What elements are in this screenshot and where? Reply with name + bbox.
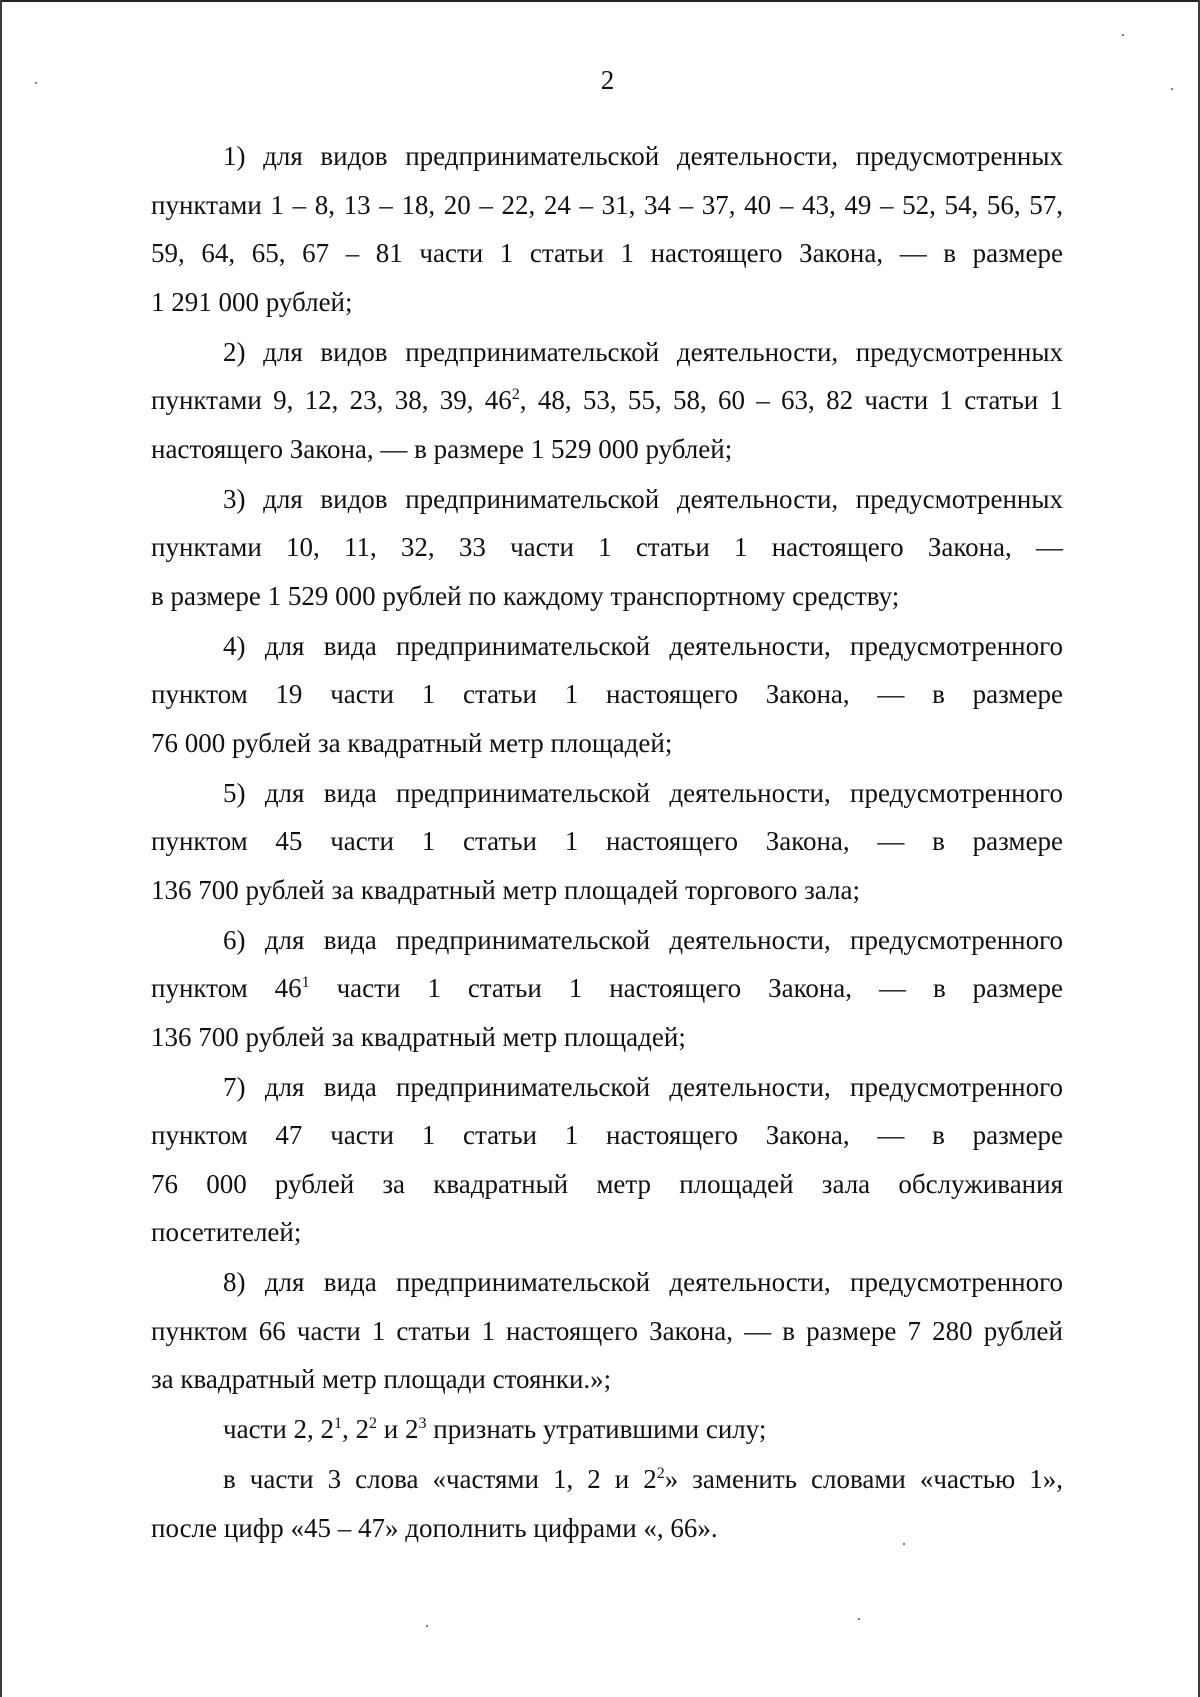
text-segment: и 2: [377, 1414, 419, 1444]
text-segment: части 2, 2: [223, 1414, 335, 1444]
list-item-3: [151, 475, 1063, 621]
text-line: посетителей;: [151, 1217, 302, 1247]
text-segment: в части 3 слова «частями 1, 2 и 2: [223, 1464, 657, 1494]
text-line: в размере 1 529 000 рублей по каждому транспортному средству;: [151, 580, 900, 611]
text-line: настоящего Закона, — в размере 1 529 000 рублей;: [151, 433, 733, 464]
amendment-part-3: [151, 1455, 1063, 1552]
text-line: 3) для видов предпринимательской деятельности, предусмотренных: [223, 483, 1063, 514]
text-segment: , 48, 53, 55, 58, 60 – 63, 82 части 1 статьи 1: [519, 385, 1064, 415]
text-segment: пунктом 46: [151, 973, 302, 1003]
list-item-4: [151, 622, 1063, 768]
text-line: после цифр «45 – 47» дополнить цифрами «, 66».: [151, 1512, 718, 1543]
text-line: [151, 1455, 1063, 1504]
text-line: 4) для вида предпринимательской деятельности, предусмотренного: [223, 630, 1063, 661]
text-line: пунктом 47 части 1 статьи 1 настоящего Закона, — в размере: [151, 1120, 1063, 1150]
scan-speck: [858, 1618, 860, 1620]
text-line: [151, 964, 1063, 1013]
text-line: пунктом 19 части 1 статьи 1 настоящего Закона, — в размере: [151, 679, 1063, 709]
text-line: 7) для вида предпринимательской деятельности, предусмотренного: [223, 1071, 1063, 1102]
page-number: 2: [600, 65, 615, 95]
text-segment: части 1 статьи 1 настоящего Закона, — в размере: [309, 973, 1063, 1003]
superscript: 2: [656, 1465, 665, 1482]
superscript: 2: [369, 1415, 378, 1432]
text-segment: признать утратившими силу;: [426, 1414, 767, 1444]
text-line: [151, 1405, 1063, 1454]
text-line: 136 700 рублей за квадратный метр площадей;: [151, 1021, 686, 1052]
text-line: пунктами 1 – 8, 13 – 18, 20 – 22, 24 – 31, 34 – 37, 40 – 43, 49 – 52, 54, 56, 57,: [151, 189, 1063, 220]
text-segment: » заменить словами «частью 1»,: [664, 1464, 1063, 1494]
list-item-6: [151, 916, 1063, 1062]
superscript: 3: [418, 1415, 427, 1432]
list-item-5: [151, 769, 1063, 915]
text-segment: , 2: [342, 1414, 370, 1444]
scan-border-left: [0, 0, 2, 1697]
amendment-parts-repealed: [151, 1405, 1063, 1454]
text-line: 8) для вида предпринимательской деятельности, предусмотренного: [223, 1267, 1063, 1297]
text-line: [151, 376, 1063, 425]
superscript: 2: [511, 386, 520, 403]
text-line: 6) для вида предпринимательской деятельности, предусмотренного: [223, 924, 1063, 955]
superscript: 1: [301, 974, 310, 991]
superscript: 1: [334, 1415, 343, 1432]
text-line: пунктом 45 части 1 статьи 1 настоящего Закона, — в размере: [151, 826, 1063, 856]
text-line: за квадратный метр площади стоянки.»;: [151, 1364, 612, 1394]
text-segment: пунктами 9, 12, 23, 38, 39, 46: [151, 385, 512, 415]
text-line: 1) для видов предпринимательской деятельности, предусмотренных: [223, 141, 1063, 171]
scan-speck: [426, 1625, 428, 1627]
list-item-7: [151, 1063, 1063, 1257]
text-line: 2) для видов предпринимательской деятельности, предусмотренных: [223, 336, 1063, 367]
text-line: пунктом 66 части 1 статьи 1 настоящего Закона, — в размере 7 280 рублей: [151, 1315, 1063, 1346]
text-line: 1 291 000 рублей;: [151, 286, 353, 317]
text-line: 59, 64, 65, 67 – 81 части 1 статьи 1 настоящего Закона, — в размере: [151, 238, 1063, 268]
text-line: 5) для вида предпринимательской деятельности, предусмотренного: [223, 777, 1063, 808]
list-item-8: [151, 1258, 1063, 1404]
text-line: 136 700 рублей за квадратный метр площадей торгового зала;: [151, 874, 860, 905]
list-item-2: [151, 328, 1063, 474]
document-body: [151, 132, 1063, 1554]
text-line: 76 000 рублей за квадратный метр площадей;: [151, 727, 673, 758]
scan-border-top: [0, 0, 1200, 2]
text-line: пунктами 10, 11, 32, 33 части 1 статьи 1 настоящего Закона, —: [151, 532, 1063, 562]
scan-speck: [1122, 34, 1124, 36]
text-line: 76 000 рублей за квадратный метр площадей зала обслуживания: [151, 1168, 1063, 1199]
list-item-1: [151, 132, 1063, 326]
